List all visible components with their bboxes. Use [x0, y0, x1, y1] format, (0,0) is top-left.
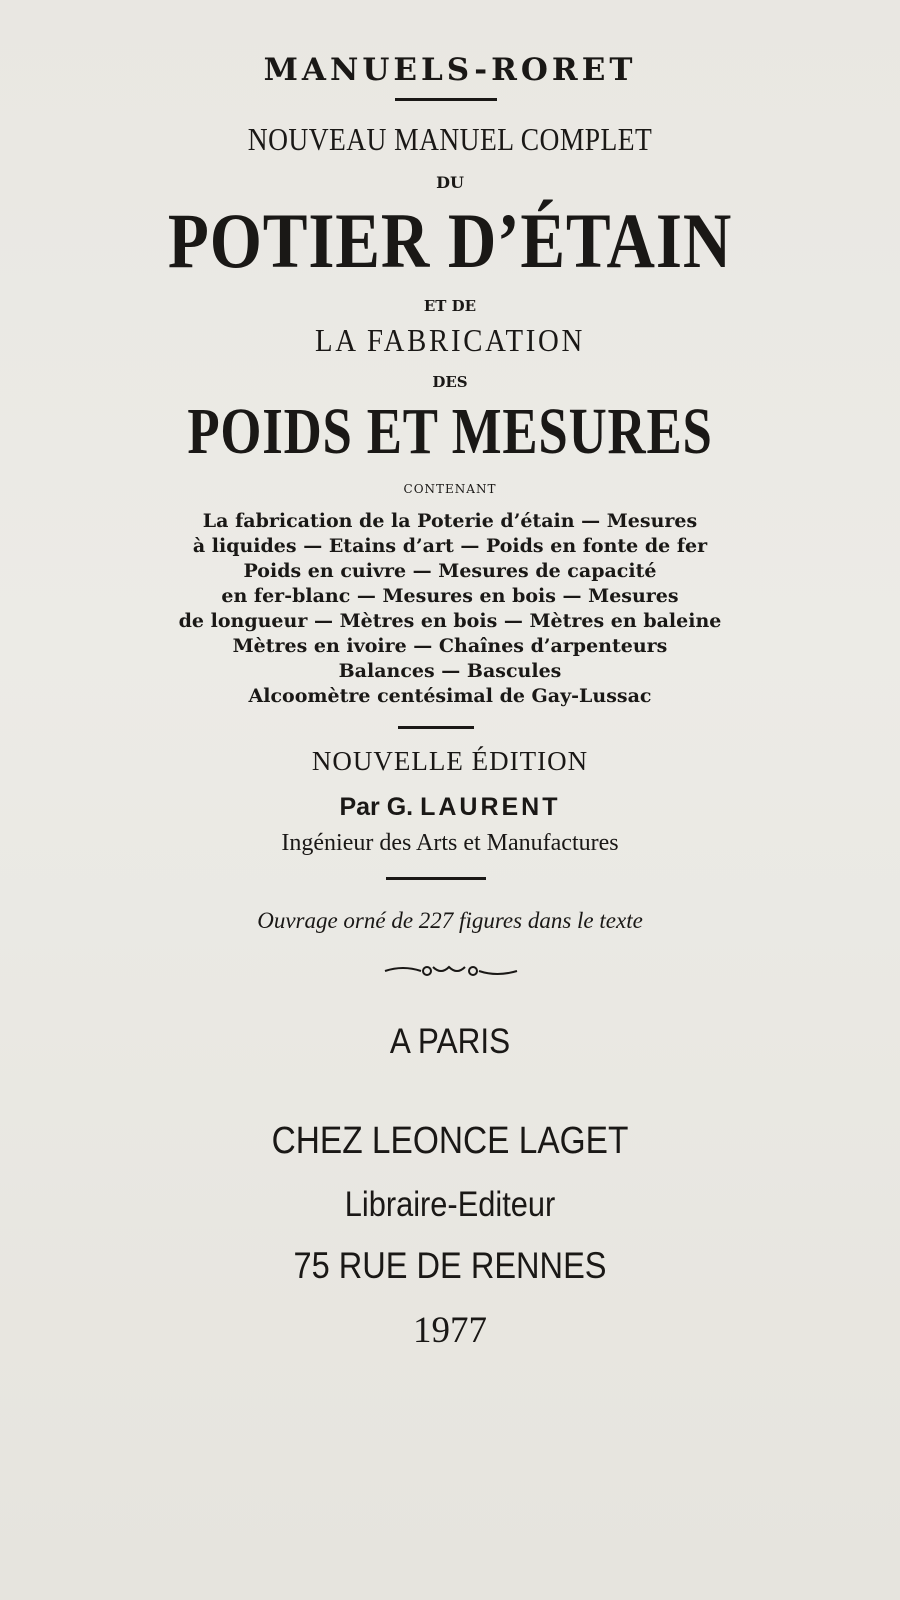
connector-des: DES — [432, 373, 468, 391]
city: A PARIS — [389, 1022, 511, 1061]
pre-title: NOUVEAU MANUEL COMPLET — [247, 121, 653, 157]
contents-line: à liquides — Etains d’art — Poids en fonte de fer — [192, 535, 708, 557]
contents-line: La fabrication de la Poterie d’étain — Mesures — [202, 510, 698, 532]
connector-et-de: ET DE — [423, 297, 477, 315]
divider-rule-2 — [398, 726, 474, 729]
contents-line: de longueur — Mètres en bois — Mètres en baleine — [178, 610, 722, 632]
main-title: POTIER D’ÉTAIN — [167, 197, 733, 284]
divider-rule-3 — [386, 877, 486, 880]
contents-line: Balances — Bascules — [338, 660, 562, 682]
divider-rule-1 — [395, 98, 497, 101]
author-prefix: Par G. — [339, 793, 414, 821]
second-title: POIDS ET MESURES — [187, 395, 713, 468]
contents-line: en fer-blanc — Mesures en bois — Mesures — [221, 585, 679, 607]
ornament-flourish-icon — [383, 962, 519, 980]
subtitle-fabrication: LA FABRICATION — [314, 322, 586, 358]
contents-line: Alcoomètre centésimal de Gay-Lussac — [248, 685, 652, 707]
connector-du: DU — [436, 173, 464, 192]
contenant-label: CONTENANT — [403, 482, 497, 496]
author-title: Ingénieur des Arts et Manufactures — [281, 830, 619, 856]
series-name: MANUELS-RORET — [263, 52, 637, 88]
publisher-role: Libraire-Editeur — [344, 1185, 556, 1224]
publication-year: 1977 — [413, 1310, 487, 1351]
edition-label: NOUVELLE ÉDITION — [311, 746, 589, 776]
contents-line: Poids en cuivre — Mesures de capacité — [243, 560, 657, 582]
author-name: LAURENT — [420, 793, 561, 821]
figures-note: Ouvrage orné de 227 figures dans le texte — [257, 908, 643, 933]
author-line — [0, 793, 900, 822]
publisher-address: 75 RUE DE RENNES — [293, 1245, 607, 1286]
publisher-name: CHEZ LEONCE LAGET — [271, 1120, 629, 1162]
contents-line: Mètres en ivoire — Chaînes d’arpenteurs — [232, 635, 668, 657]
